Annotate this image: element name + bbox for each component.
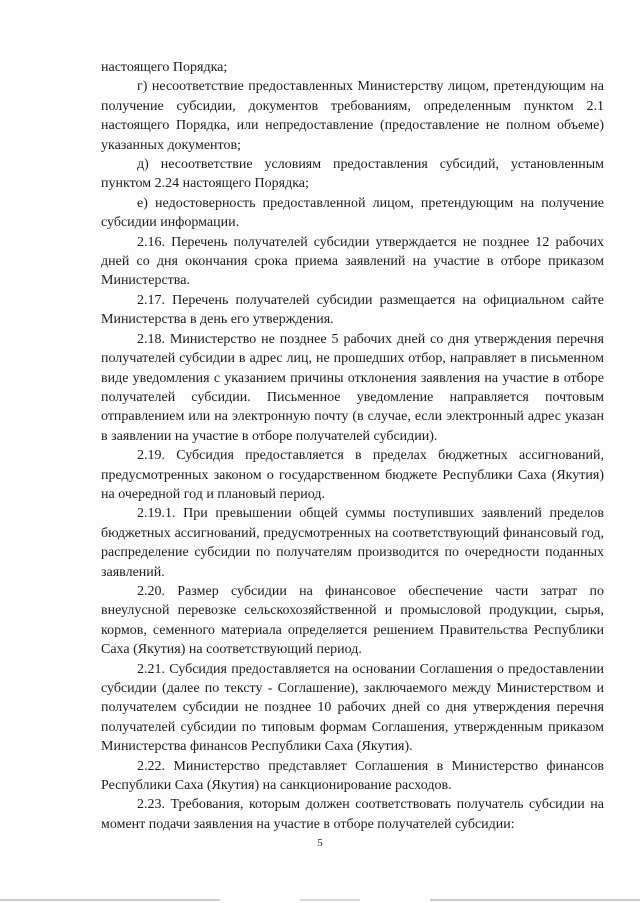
paragraph-2-18: 2.18. Министерство не позднее 5 рабочих дней со дня утверждения перечня получателей субсидии в адрес лиц, не прошедших отбор, направляет в письменном виде уведомления с указанием причины отклонения заявления на участие в отборе получателей субсидии. Письменное уведомление направляется почтовым отправлением или на электронную почту (в случае, если электронный адрес указан в заявлении на участие в отборе получателей субсидии). xyxy=(101,331,604,444)
paragraph-2-23: 2.23. Требования, которым должен соответствовать получатель субсидии на момент подачи заявления на участие в отборе получателей субсидии: xyxy=(101,797,604,832)
paragraph-2-19-1: 2.19.1. При превышении общей суммы поступивших заявлений пределов бюджетных ассигнований, предусмотренных на соответствующий финансовый год, распределение субсидии по получателям производится по очередности поданных заявлений. xyxy=(101,506,604,580)
paragraph-2-21: 2.21. Субсидия предоставляется на основании Соглашения о предоставлении субсидии (далее по тексту - Соглашение), заключаемого между Министерством и получателем субсидии не позднее 10 рабочих дней со дня утверждения перечня получателей субсидии по типовым формам Соглашения, утвержденным приказом Министерства финансов Республики Саха (Якутия). xyxy=(101,661,604,755)
page-number: 5 xyxy=(317,837,323,849)
scan-edge-marks xyxy=(0,897,640,903)
paragraph-2-17: 2.17. Перечень получателей субсидии размещается на официальном сайте Министерства в день его утверждения. xyxy=(101,292,604,328)
paragraph-2-19: 2.19. Субсидия предоставляется в пределах бюджетных ассигнований, предусмотренных законом о государственном бюджете Республики Саха (Якутия) на очередной год и плановый период. xyxy=(101,448,604,502)
paragraph-continuation: настоящего Порядка; xyxy=(101,60,228,75)
paragraph-item-e: е) недостоверность предоставленной лицом, претендующим на получение субсидии информации. xyxy=(101,195,604,231)
page-body xyxy=(101,58,604,834)
paragraph-item-d: д) несоответствие условиям предоставления субсидий, установленным пунктом 2.24 настоящего Порядка; xyxy=(101,157,604,192)
paragraph-2-20: 2.20. Размер субсидии на финансовое обеспечение части затрат по внеулусной перевозке сельскохозяйственной и промысловой продукции, сырья, кормов, семенного материала определяется решением Правительства Республики Саха (Якутия) на соответствующий период. xyxy=(101,583,604,658)
paragraph-item-g: г) несоответствие предоставленных Министерству лицом, претендующим на получение субсидии, документов требованиям, определенным пунктом 2.1 настоящего Порядка, или непредоставление (предоставление не полном объеме) указанных документов; xyxy=(101,79,604,153)
paragraph-2-16: 2.16. Перечень получателей субсидии утверждается не позднее 12 рабочих дней со дня окончания срока приема заявлений на участие в отборе приказом Министерства. xyxy=(101,234,604,289)
paragraph-2-22: 2.22. Министерство представляет Соглашения в Министерство финансов Республики Саха (Якутия) на санкционирование расходов. xyxy=(101,758,604,794)
